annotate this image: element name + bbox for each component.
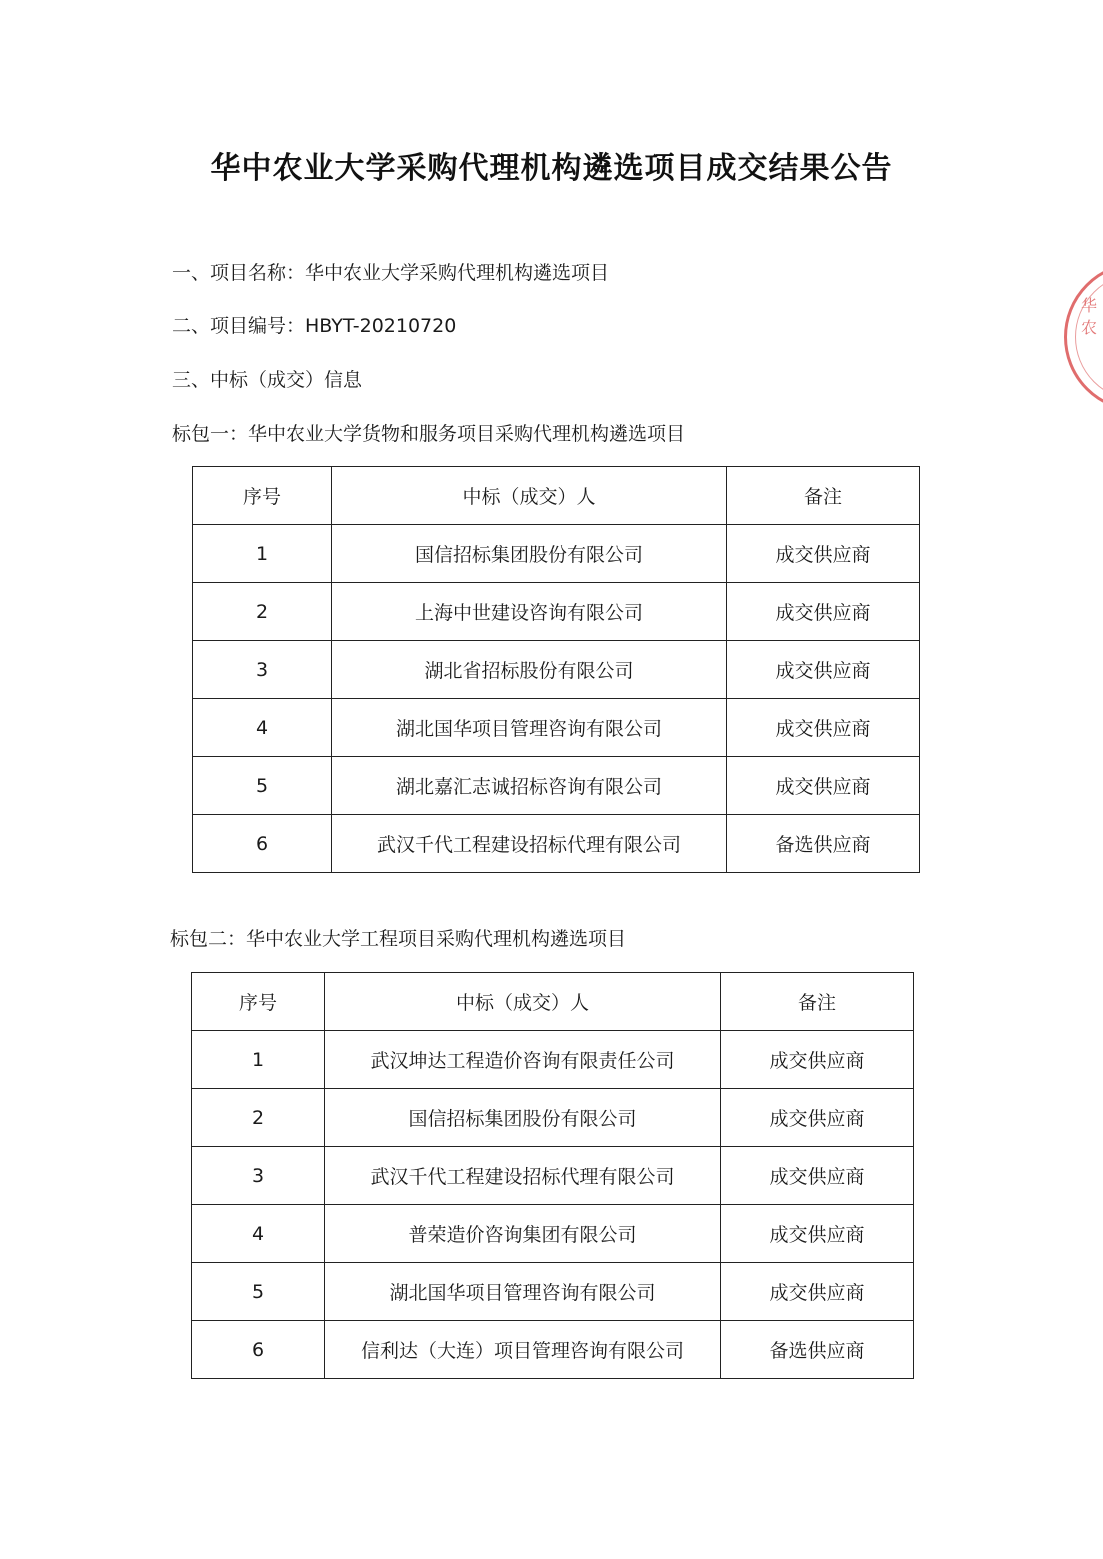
lot1-heading: 标包一：华中农业大学货物和服务项目采购代理机构遴选项目 bbox=[172, 423, 686, 445]
table-row bbox=[193, 525, 920, 583]
table-row bbox=[192, 1147, 914, 1205]
row-winner: 湖北国华项目管理咨询有限公司 bbox=[332, 699, 727, 757]
row-winner: 国信招标集团股份有限公司 bbox=[325, 1089, 721, 1147]
row-winner: 武汉坤达工程造价咨询有限责任公司 bbox=[325, 1031, 721, 1089]
lot1-table bbox=[192, 466, 920, 873]
row-winner: 湖北国华项目管理咨询有限公司 bbox=[325, 1263, 721, 1321]
table-row bbox=[192, 1089, 914, 1147]
row-winner: 国信招标集团股份有限公司 bbox=[332, 525, 727, 583]
row-no: 6 bbox=[192, 1321, 325, 1379]
row-no: 5 bbox=[193, 757, 332, 815]
row-note: 成交供应商 bbox=[727, 699, 920, 757]
row-winner: 武汉千代工程建设招标代理有限公司 bbox=[332, 815, 727, 873]
row-note: 成交供应商 bbox=[721, 1263, 914, 1321]
table-row bbox=[192, 1263, 914, 1321]
row-no: 5 bbox=[192, 1263, 325, 1321]
seal-text: 华农 bbox=[1081, 296, 1098, 337]
column-header-winner: 中标（成交）人 bbox=[332, 467, 727, 525]
lot2-heading: 标包二：华中农业大学工程项目采购代理机构遴选项目 bbox=[170, 928, 627, 950]
row-no: 4 bbox=[192, 1205, 325, 1263]
row-winner: 上海中世建设咨询有限公司 bbox=[332, 583, 727, 641]
row-note: 成交供应商 bbox=[727, 641, 920, 699]
official-seal-stamp bbox=[1064, 262, 1103, 412]
column-header-note: 备注 bbox=[727, 467, 920, 525]
column-header-note: 备注 bbox=[721, 973, 914, 1031]
row-no: 3 bbox=[193, 641, 332, 699]
row-note: 成交供应商 bbox=[727, 583, 920, 641]
row-no: 3 bbox=[192, 1147, 325, 1205]
row-no: 4 bbox=[193, 699, 332, 757]
bid-info-heading: 三、中标（成交）信息 bbox=[172, 369, 363, 391]
page-title: 华中农业大学采购代理机构遴选项目成交结果公告 bbox=[210, 151, 893, 186]
table-header-row bbox=[192, 973, 914, 1031]
column-header-winner: 中标（成交）人 bbox=[325, 973, 721, 1031]
row-note: 成交供应商 bbox=[727, 757, 920, 815]
project-number: 二、项目编号：HBYT-20210720 bbox=[172, 315, 457, 337]
row-no: 1 bbox=[192, 1031, 325, 1089]
row-winner: 普荣造价咨询集团有限公司 bbox=[325, 1205, 721, 1263]
table-row bbox=[192, 1205, 914, 1263]
row-note: 成交供应商 bbox=[721, 1089, 914, 1147]
lot2-table bbox=[191, 972, 914, 1379]
project-name: 一、项目名称：华中农业大学采购代理机构遴选项目 bbox=[172, 262, 610, 284]
row-winner: 湖北嘉汇志诚招标咨询有限公司 bbox=[332, 757, 727, 815]
row-winner: 信利达（大连）项目管理咨询有限公司 bbox=[325, 1321, 721, 1379]
table-row bbox=[193, 583, 920, 641]
row-note: 成交供应商 bbox=[727, 525, 920, 583]
table-header-row bbox=[193, 467, 920, 525]
table-row bbox=[192, 1321, 914, 1379]
table-row bbox=[193, 699, 920, 757]
row-note: 成交供应商 bbox=[721, 1147, 914, 1205]
row-no: 2 bbox=[193, 583, 332, 641]
row-no: 1 bbox=[193, 525, 332, 583]
table-row bbox=[192, 1031, 914, 1089]
column-header-no: 序号 bbox=[192, 973, 325, 1031]
row-no: 6 bbox=[193, 815, 332, 873]
row-note: 备选供应商 bbox=[727, 815, 920, 873]
table-row bbox=[193, 757, 920, 815]
table-row bbox=[193, 815, 920, 873]
row-note: 成交供应商 bbox=[721, 1205, 914, 1263]
table-row bbox=[193, 641, 920, 699]
row-no: 2 bbox=[192, 1089, 325, 1147]
row-winner: 武汉千代工程建设招标代理有限公司 bbox=[325, 1147, 721, 1205]
row-note: 成交供应商 bbox=[721, 1031, 914, 1089]
row-note: 备选供应商 bbox=[721, 1321, 914, 1379]
column-header-no: 序号 bbox=[193, 467, 332, 525]
row-winner: 湖北省招标股份有限公司 bbox=[332, 641, 727, 699]
